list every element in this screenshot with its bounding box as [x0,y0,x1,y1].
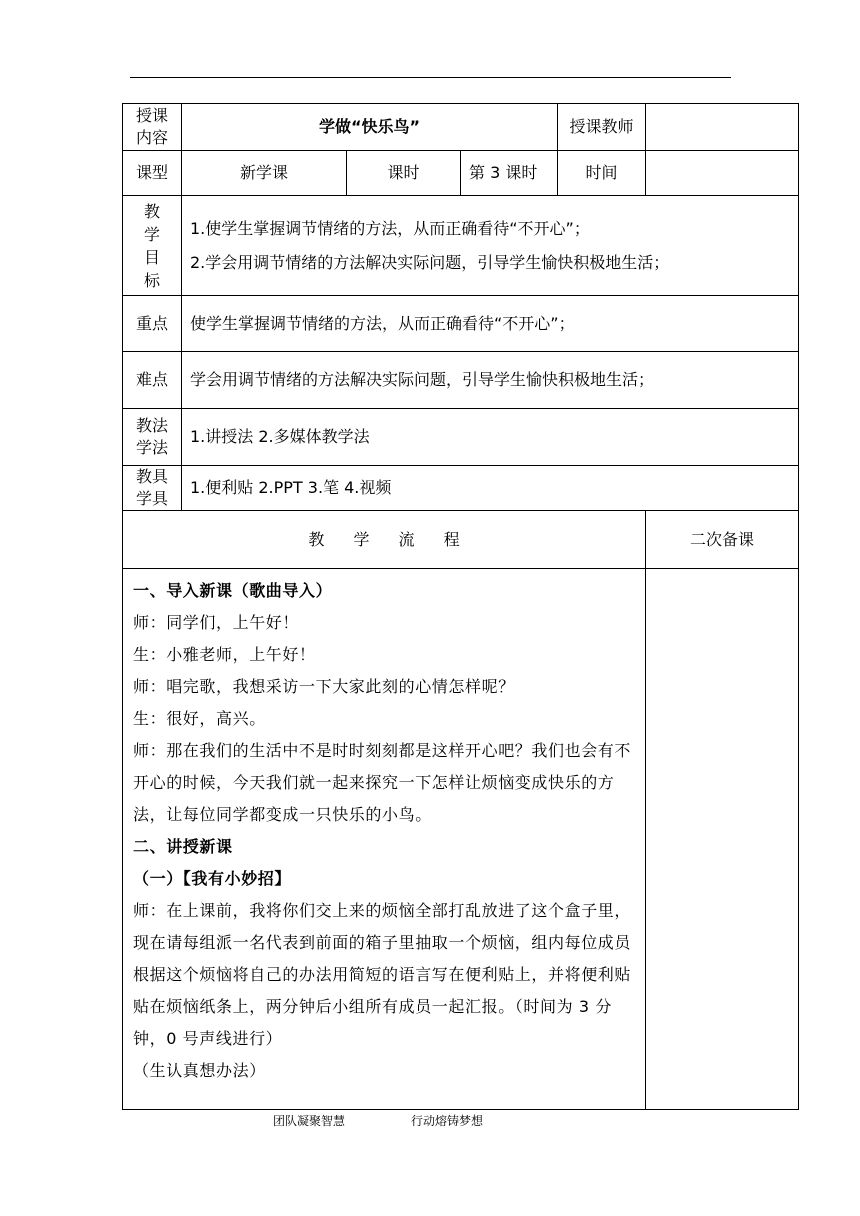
teacher-value [646,104,799,151]
goals-label: 教 学 目 标 [123,196,182,296]
notes-heading: 二次备课 [646,511,799,569]
tools-value: 1.便利贴 2.PPT 3.笔 4.视频 [182,466,799,511]
goal-item: 2.学会用调节情绪的方法解决实际问题，引导学生愉快积极地生活； [190,252,670,272]
period-value: 第 3 课时 [461,151,558,196]
subsection-heading: （一）【我有小妙招】 [133,869,292,888]
process-content [123,569,646,1110]
section-heading: 一、导入新课（歌曲导入） [133,581,333,600]
difficulty-value: 学会用调节情绪的方法解决实际问题，引导学生愉快积极地生活； [182,352,799,409]
subject-row [123,104,799,151]
subject-label: 授课 内容 [123,104,182,151]
lesson-title: 学做“快乐鸟” [182,104,558,151]
goals-content [182,196,799,296]
footer-right: 行动熔铸梦想 [411,1114,484,1128]
dialogue-line: 生：小雅老师，上午好！ [133,645,316,664]
type-value: 新学课 [182,151,347,196]
type-row [123,151,799,196]
dialogue-line: （生认真想办法） [133,1061,266,1080]
tools-label: 教具 学具 [123,466,182,511]
goal-item: 1.使学生掌握调节情绪的方法，从而正确看待“不开心”； [190,218,590,238]
type-label: 课型 [123,151,182,196]
time-label: 时间 [558,151,646,196]
dialogue-line: 师：在上课前，我将你们交上来的烦恼全部打乱放进了这个盒子里，现在请每组派一名代表到前面的箱子里抽取一个烦恼，组内每位成员根据这个烦恼将自己的办法用简短的语言写在便利贴上，并将便利贴贴在烦恼纸条上，两分钟后小组所有成员一起汇报。（时间为 3 分钟，0 号声线进行） [133,901,632,1048]
key-point-value: 使学生掌握调节情绪的方法，从而正确看待“不开心”； [182,296,799,352]
methods-label: 教法 学法 [123,409,182,466]
tools-row [123,466,799,511]
key-point-row [123,296,799,352]
difficulty-row [123,352,799,409]
header-rule [130,77,731,78]
section-heading: 二、讲授新课 [133,837,233,856]
lesson-plan-table [122,103,799,1110]
key-point-label: 重点 [123,296,182,352]
difficulty-label: 难点 [123,352,182,409]
goals-row [123,196,799,296]
methods-row [123,409,799,466]
process-heading: 教 学 流 程 [123,511,646,569]
footer-left: 团队凝聚智慧 [273,1114,346,1128]
dialogue-line: 生：很好，高兴。 [133,709,266,728]
teacher-label: 授课教师 [558,104,646,151]
notes-column [646,569,799,1110]
dialogue-line: 师：那在我们的生活中不是时时刻刻都是这样开心吧？我们也会有不开心的时候，今天我们就一起来探究一下怎样让烦恼变成快乐的方法，让每位同学都变成一只快乐的小鸟。 [133,741,632,824]
methods-value: 1.讲授法 2.多媒体教学法 [182,409,799,466]
process-body-row [123,569,799,1110]
process-heading-row [123,511,799,569]
dialogue-line: 师：唱完歌，我想采访一下大家此刻的心情怎样呢？ [133,677,515,696]
period-label: 课时 [347,151,461,196]
time-value [646,151,799,196]
dialogue-line: 师：同学们，上午好！ [133,613,300,632]
